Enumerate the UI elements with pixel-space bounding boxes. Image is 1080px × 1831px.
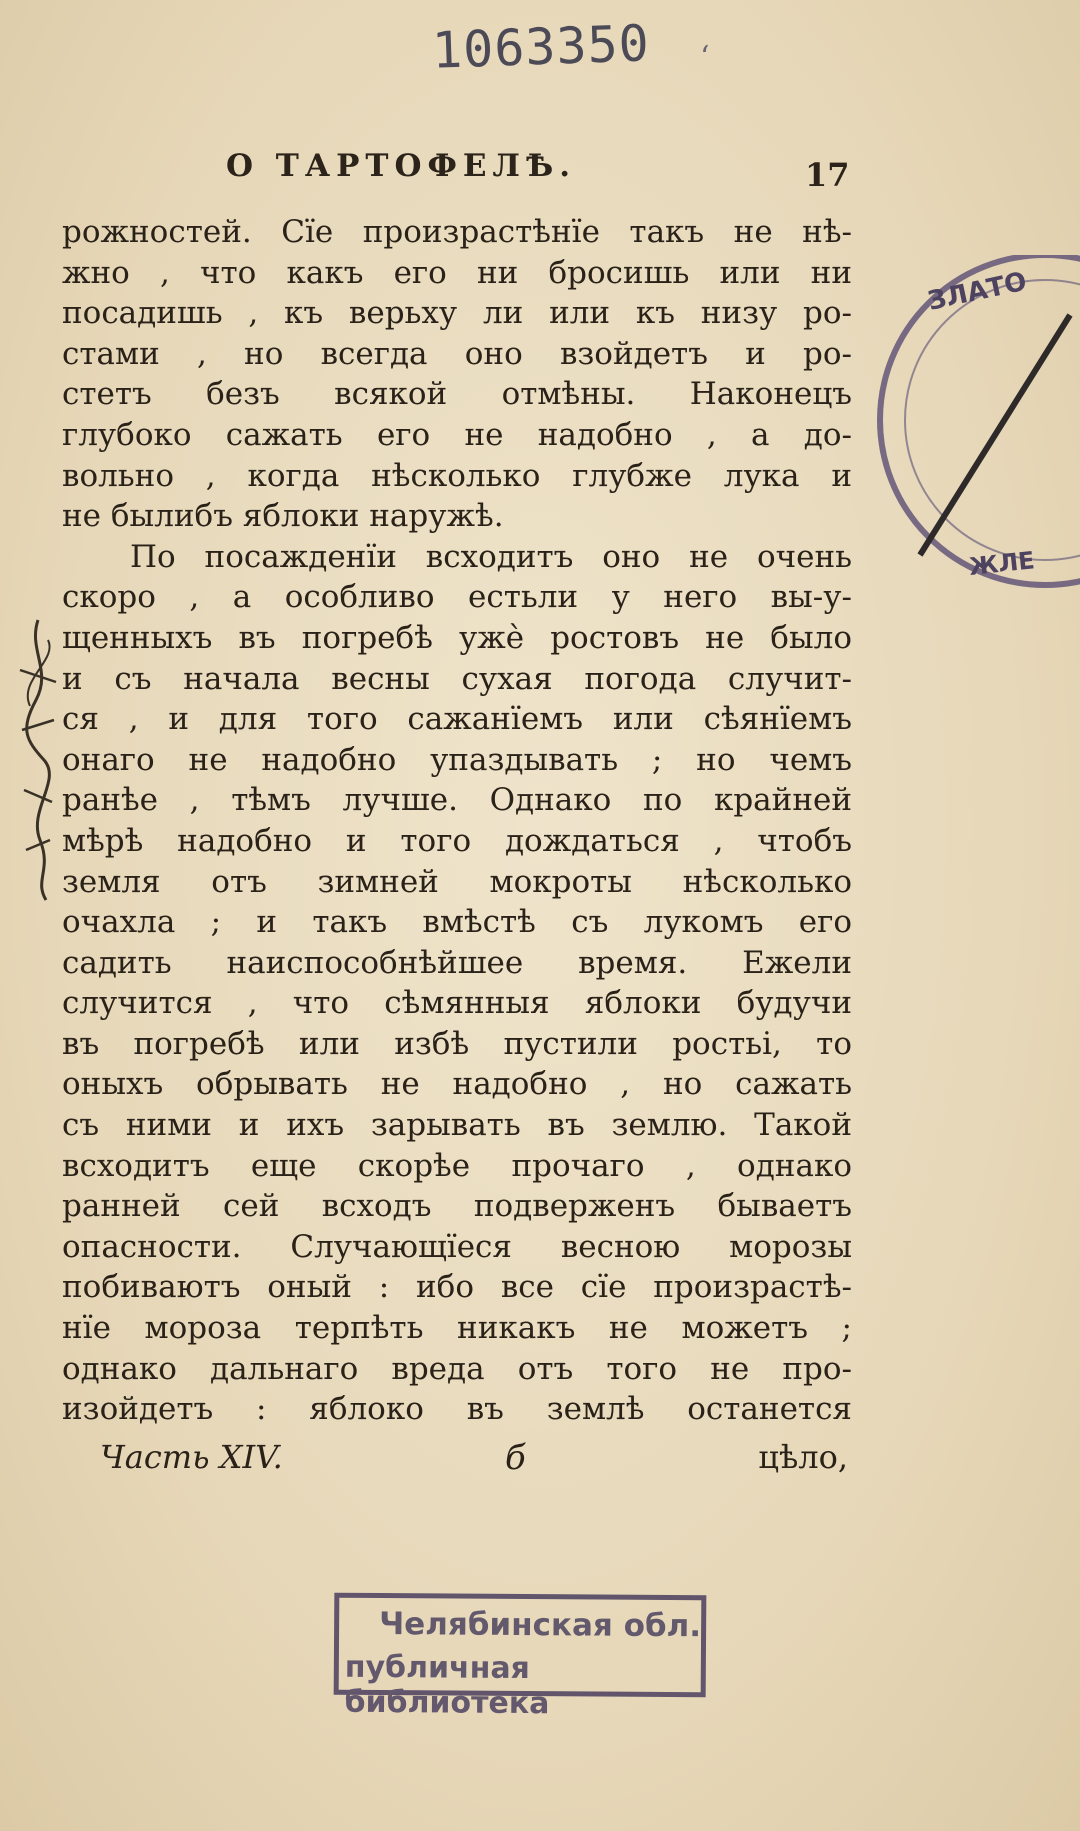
text-line: оныхъ обрывать не надобно , но сажать (62, 1066, 852, 1103)
part-number: Часть XIV. (100, 1438, 283, 1476)
text-line: ся , и для того сажанїемъ или сѣянїемъ (62, 701, 852, 738)
text-line: побиваютъ оный : ибо все сїе произрастѣ- (62, 1269, 852, 1306)
page-footer (100, 1438, 848, 1488)
text-line: рожностей. Сїе произрастѣнїе такъ не нѣ- (62, 214, 852, 250)
text-line: опасности. Случающїеся весною морозы (62, 1228, 852, 1265)
text-line: садить наиспособнѣйшее время. Ежели (62, 944, 852, 981)
text-line: По посажденїи всходитъ оно не очень (130, 538, 852, 575)
text-line: однако дальнаго вреда отъ того не про- (62, 1350, 852, 1387)
stamp-round-bottom-text: ЖЛЕ (967, 546, 1036, 581)
text-line: очахла ; и такъ вмѣстѣ съ лукомъ его (62, 904, 852, 941)
text-line: въ погребѣ или избѣ пустили ростьі, то (62, 1025, 852, 1062)
text-line: случится , что сѣмянныя яблоки будучи (62, 985, 852, 1022)
text-line: мѣрѣ надобно и того дождаться , чтобъ (62, 822, 852, 859)
text-line: земля отъ зимней мокроты нѣсколько (62, 863, 852, 900)
text-line: съ ними и ихъ зарывать въ землю. Такой (62, 1107, 852, 1144)
text-line: всходитъ еще скорѣе прочаго , однако (62, 1147, 852, 1184)
stamp-round-top-text: ЗЛАТО (925, 266, 1030, 317)
text-line: онаго не надобно упаздывать ; но чемъ (62, 741, 852, 778)
handwritten-margin-note (8, 610, 68, 910)
text-line: изойдетъ : яблоко въ землѣ останется (62, 1391, 852, 1428)
stamp-rect-line2: публичная библиотека (344, 1649, 550, 1722)
text-line: стами , но всегда оно взойдетъ и ро- (62, 335, 852, 372)
text-line: ранней сей всходъ подверженъ бываетъ (62, 1188, 852, 1225)
inventory-mark: ʻ (700, 40, 710, 75)
catchword: цѣло, (758, 1438, 848, 1476)
text-line: глубоко сажать его не надобно , а до- (62, 416, 852, 453)
text-line: посадишь , къ верьху ли или къ низу ро- (62, 295, 852, 332)
text-line: скоро , а особливо естьли у него вы-у- (62, 579, 852, 616)
pen-strike-line (920, 315, 1070, 555)
text-line: не былибъ яблоки наружѣ. (62, 498, 504, 535)
inventory-number: 1063350 (431, 14, 651, 80)
body-text (62, 212, 852, 1430)
stamp-rect-line1: Челябинская обл. (379, 1606, 702, 1645)
page-number: 17 (805, 156, 850, 194)
text-line: щенныхъ въ погребѣ ужѐ ростовъ не было (62, 619, 852, 656)
text-line: жно , что какъ его ни бросишь или ни (62, 254, 852, 291)
text-line: стетъ безъ всякой отмѣны. Наконецъ (62, 376, 852, 413)
signature-mark: б (505, 1438, 526, 1478)
text-line: ранѣе , тѣмъ лучше. Однако по крайней (62, 782, 852, 819)
text-line: вольно , когда нѣсколько глубже лука и (62, 457, 852, 494)
text-line: нїе мороза терпѣть никакъ не можетъ ; (62, 1310, 852, 1347)
text-line: и съ начала весны сухая погода случит- (62, 660, 852, 697)
library-rect-stamp (334, 1593, 707, 1722)
library-round-stamp (870, 255, 1080, 600)
running-head: О ТАРТОФЕЛѢ. (226, 148, 577, 184)
